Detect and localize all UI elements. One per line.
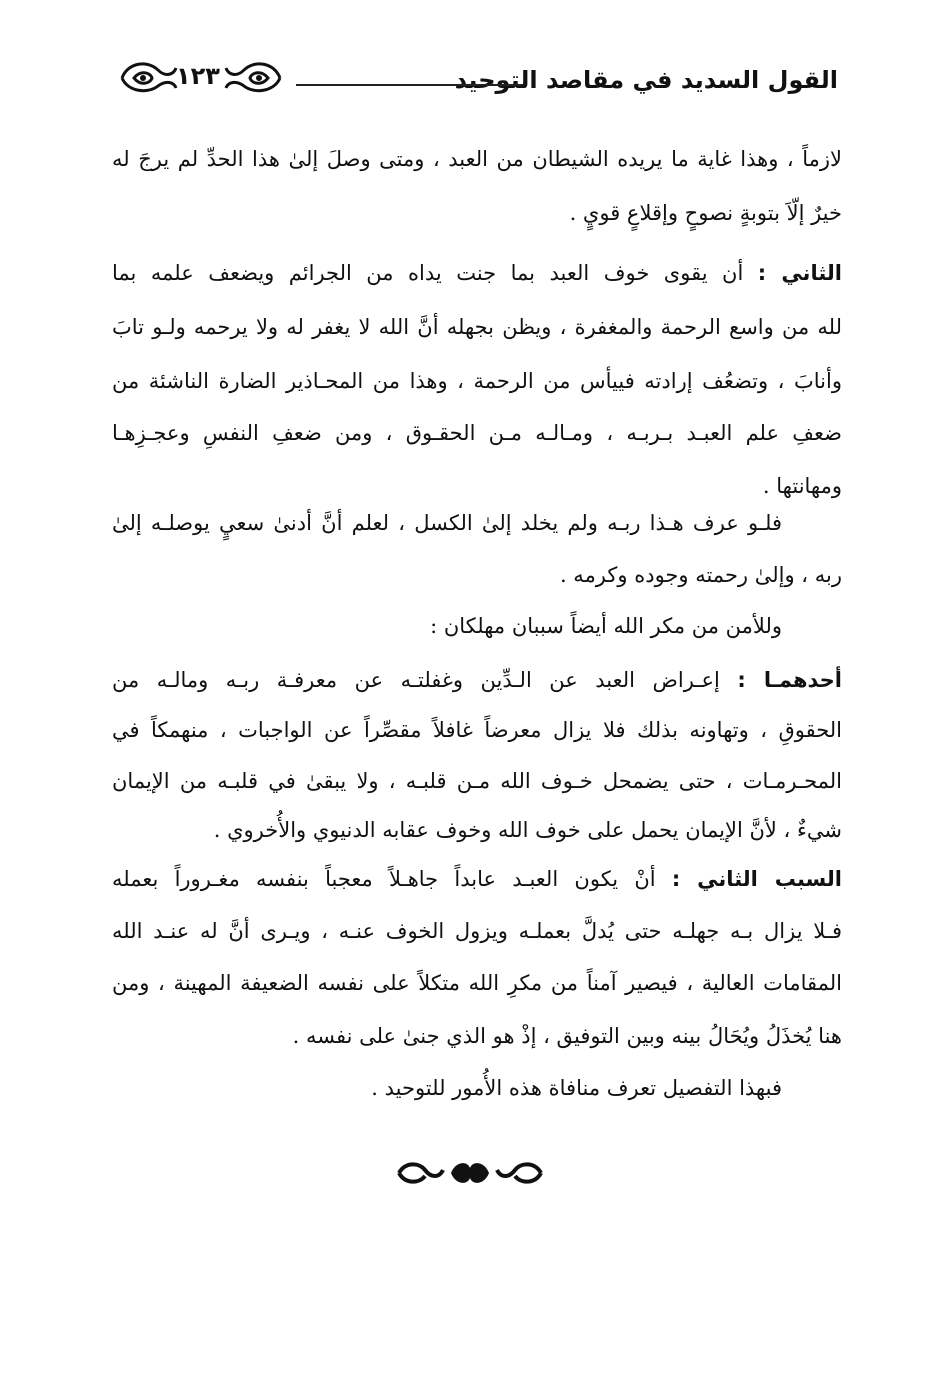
text-line: المقامات العالية ، فيصير آمناً من مكرِ الله متكلاً على نفسه الضعيفة المهينة ، ومن xyxy=(112,971,842,995)
page-number-ornament xyxy=(118,52,288,110)
text-line: وللأمن من مكر الله أيضاً سببان مهلكان : xyxy=(430,614,782,638)
section-label: أحدهمـا : xyxy=(737,668,842,692)
end-ornament-icon xyxy=(395,1156,545,1190)
text-line: هنا يُخذَلُ ويُحَالُ بينه وبين التوفيق ، إذْ هو الذي جنىٰ على نفسه . xyxy=(292,1024,842,1048)
section-label: الثاني : xyxy=(757,261,842,285)
page-header xyxy=(118,52,838,112)
text-line: ضعفِ علم العبـد بـربـه ، ومـالـه مـن الحقـوق ، ومن ضعفِ النفسِ وعجـزِهـا xyxy=(112,421,842,445)
text-line: أحدهمـا : إعـراض العبد عن الـدِّين وغفلتـه عن معرفـة ربـه ومالـه من xyxy=(112,668,842,692)
floral-ornament-icon xyxy=(118,58,178,98)
text-line: السبب الثاني : أنْ يكون العبـد عابداً جاهـلاً معجباً بنفسه مغـروراً بعمله xyxy=(112,867,842,891)
section-label: السبب الثاني : xyxy=(671,867,842,891)
running-title: القول السديد في مقاصد التوحيد xyxy=(454,66,838,94)
text-line: الثاني : أن يقوى خوف العبد بما جنت يداه من الجرائم ويضعف علمه بما xyxy=(112,261,842,285)
text-line: الحقوقِ ، وتهاونه بذلك فلا يزال معرضاً غافلاً مقصِّراً عن الواجبات ، منهمكاً في xyxy=(112,718,842,742)
text-line: لله من واسع الرحمة والمغفرة ، ويظن بجهله أنَّ الله لا يغفر له ولا يرحمه ولـو تابَ xyxy=(112,315,842,339)
text-line: لازماً ، وهذا غاية ما يريده الشيطان من العبد ، ومتى وصلَ إلىٰ هذا الحدِّ لم يرجَ له xyxy=(112,147,842,171)
text-line: فبهذا التفصيل تعرف منافاة هذه الأُمور للتوحيد . xyxy=(371,1076,782,1100)
text-line: المحـرمـات ، حتى يضمحل خـوف الله مـن قلبـه ، ولا يبقىٰ في قلبـه من الإيمان xyxy=(112,769,842,793)
text-line: ومهانتها . xyxy=(762,474,842,498)
text-line: فلـو عرف هـذا ربـه ولم يخلد إلىٰ الكسل ، لعلم أنَّ أدنىٰ سعيٍ يوصلـه إلىٰ xyxy=(112,511,782,535)
floral-ornament-icon xyxy=(224,58,284,98)
header-rule xyxy=(296,84,523,86)
text-line: خيرٌ إلّاَ بتوبةٍ نصوحٍ وإقلاعٍ قويٍ . xyxy=(569,201,842,225)
text-line: فـلا يزال بـه جهلـه حتى يُدلَّ بعملـه ويزول الخوف عنـه ، ويـرى أنَّ له عنـد الله xyxy=(112,919,842,943)
text-line: شيءٌ ، لأنَّ الإيمان يحمل على خوف الله وخوف عقابه الدنيوي والأُخروي . xyxy=(213,818,842,842)
page-number: ١٢٣ xyxy=(176,62,220,90)
text-line: وأنابَ ، وتضعُف إرادته فييأس من الرحمة ، وهذا من المحـاذير الضارة الناشئة من xyxy=(112,369,842,393)
text-line: ربه ، وإلىٰ رحمته وجوده وكرمه . xyxy=(559,563,842,587)
